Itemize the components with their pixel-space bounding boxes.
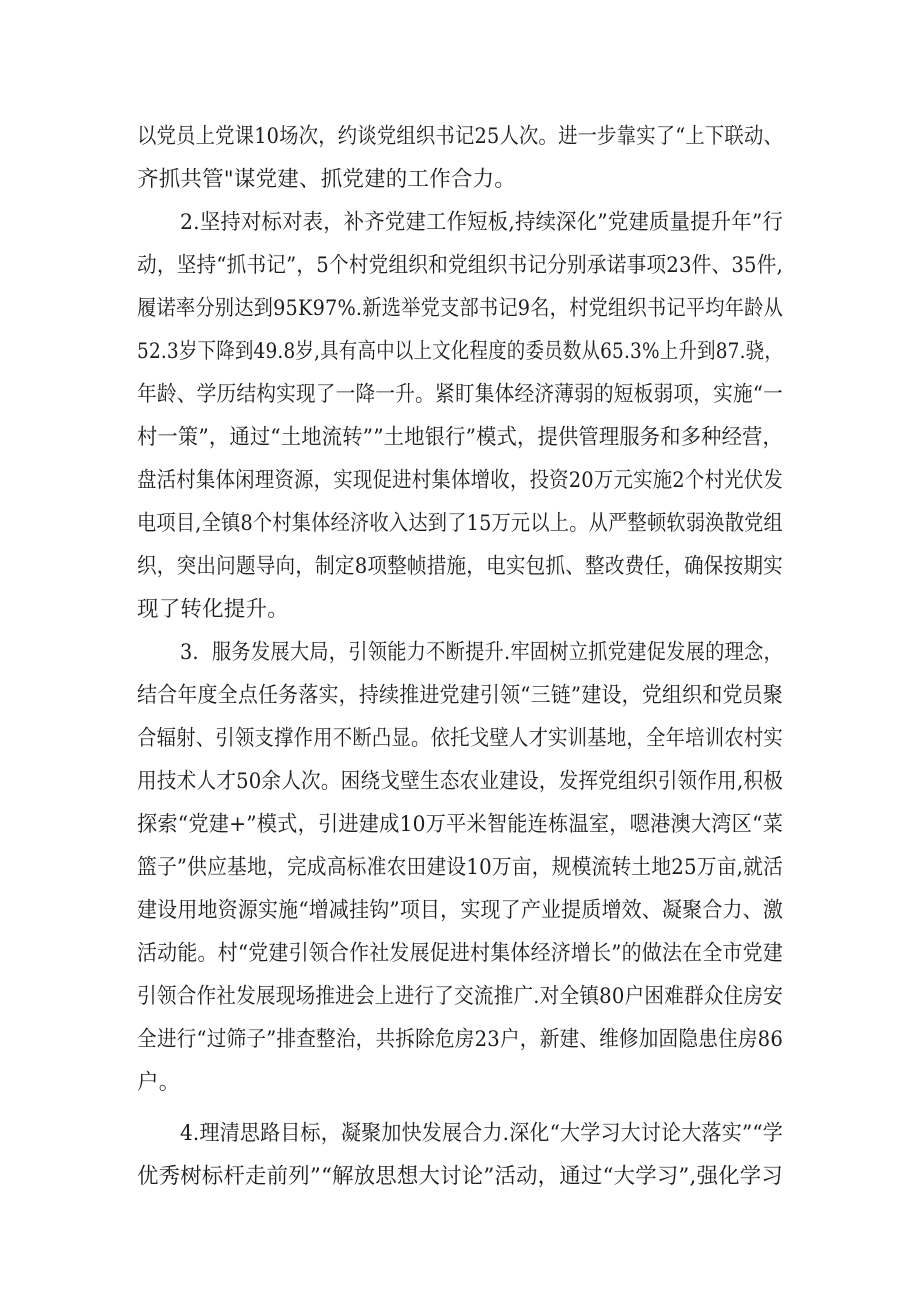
paragraph-line: 探索“党建+”模式，引进建成10万平米智能连栋温室，嗯港澳大湾区“菜 — [137, 812, 783, 837]
paragraph-line: 2.坚持对标对表，补齐党建工作短板,持续深化”党建质量提升年”行 — [180, 210, 784, 235]
paragraph-line: 用技术人才50余人次。困绕戈壁生态农业建设，发挥党组织引领作用,积极 — [137, 769, 784, 794]
paragraph-line: 织，突出问题导向，制定8项整帧措施，电实包抓、整改费任，确保按期实 — [137, 554, 783, 579]
paragraph-line: 齐抓共管"谋党建、抓党建的工作合力。 — [137, 167, 516, 192]
paragraph-line: 4.理清思路目标，凝聚加快发展合力.深化“大学习大讨论大落实”“学 — [180, 1121, 784, 1146]
paragraph-line: 全进行“过筛子”排查整治，共拆除危房23户，新建、维修加固隐患住房86 — [137, 1027, 784, 1052]
paragraph-line: 52.3岁下降到49.8岁,具有高中以上文化程度的委员数从65.3%上升到87.骁， — [137, 339, 783, 364]
paragraph-line: 合辐射、引领支撑作用不断凸显。依托戈壁人才实训基地，全年培训农村实 — [137, 726, 784, 751]
paragraph-line: 村一策”，通过“土地流转””土地银行”模式，提供管理服务和多种经营， — [137, 425, 783, 450]
paragraph-line: 电项目,全镇8个村集体经济收入达到了15万元以上。从严整顿软弱涣散党组 — [137, 511, 783, 536]
paragraph-line: 篮子”供应基地，完成高标准农田建设10万亩，规模流转土地25万亩,就活 — [137, 855, 784, 880]
paragraph-line: 引领合作社发展现场推进会上进行了交流推广.对全镇80户困难群众住房安 — [137, 984, 784, 1009]
paragraph-line: 结合年度全点任务落实，持续推进党建引领“三链”建设，党组织和党员聚 — [137, 683, 784, 708]
paragraph-line: 年龄、学历结构实现了一降一升。紧盯集体经济薄弱的短板弱项，实施“一 — [137, 382, 783, 407]
paragraph-line: 户。 — [137, 1070, 181, 1095]
paragraph-line: 优秀树标杆走前列”“解放思想大讨论”活动，通过“大学习”,强化学习 — [137, 1164, 783, 1189]
paragraph-line: 现了转化提升。 — [137, 597, 289, 622]
paragraph-line: 盘活村集体闲理资源，实现促进村集体增收，投资20万元实施2个村光伏发 — [137, 468, 783, 493]
paragraph-line: 建设用地资源实施“增减挂钩”项目，实现了产业提质增效、凝聚合力、激 — [137, 898, 784, 923]
paragraph-line: 3．服务发展大局，引领能力不断提升.牢固树立抓党建促发展的理念， — [180, 640, 783, 665]
paragraph-line: 活动能。村“党建引领合作社发展促进村集体经济增长”的做法在全市党建 — [137, 941, 784, 966]
paragraph-line: 以党员上党课10场次，约谈党组织书记25人次。进一步靠实了“上下联动、 — [137, 124, 784, 149]
paragraph-line: 履诺率分别达到95K97%.新选举党支部书记9名，村党组织书记平均年龄从 — [137, 296, 784, 321]
paragraph-line: 动，坚持“抓书记”，5个村党组织和党组织书记分别承诺事项23件、35件, — [137, 253, 784, 278]
